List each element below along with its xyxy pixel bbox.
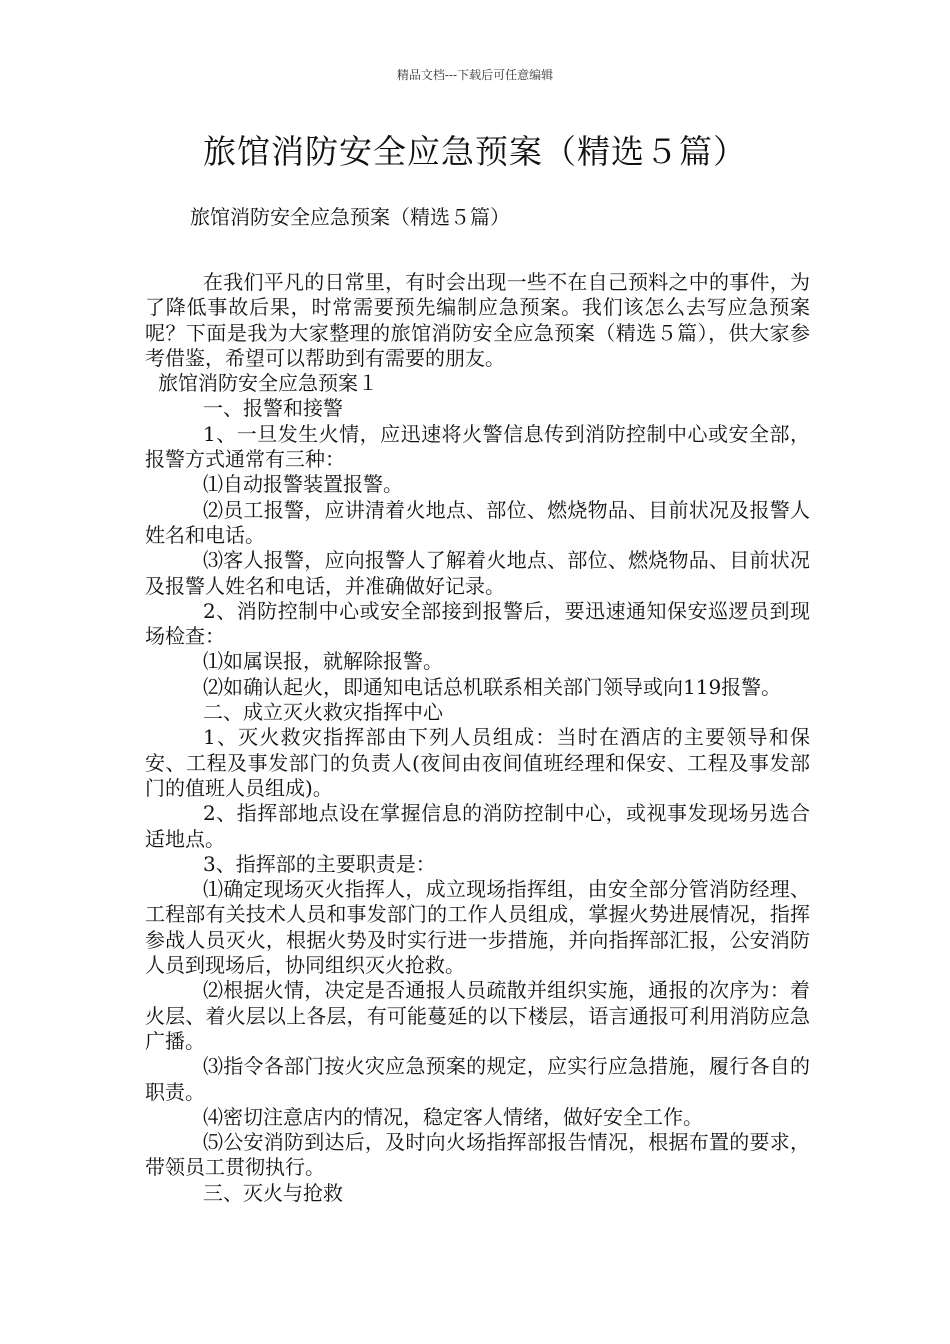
paragraph: ⑶客人报警，应向报警人了解着火地点、部位、燃烧物品、目前状况及报警人姓名和电话，并准确做好记录。 <box>145 548 810 598</box>
document-title: 旅馆消防安全应急预案（精选５篇） <box>203 132 747 171</box>
paragraph: ⑸公安消防到达后，及时向火场指挥部报告情况，根据布置的要求，带领员工贯彻执行。 <box>145 1130 810 1180</box>
paragraph: ⑴确定现场灭火指挥人，成立现场指挥组，由安全部分管消防经理、工程部有关技术人员和事发部门的工作人员组成，掌握火势进展情况，指挥参战人员灭火，根据火势及时实行进一步措施，并向指挥部汇报，公安消防人员到现场后，协同组织灭火抢救。 <box>145 877 810 978</box>
paragraph: ⑶指令各部门按火灾应急预案的规定，应实行应急措施，履行各自的职责。 <box>145 1054 810 1104</box>
intro-paragraph: 在我们平凡的日常里，有时会出现一些不在自己预料之中的事件，为了降低事故后果，时常需要预先编制应急预案。我们该怎么去写应急预案呢？下面是我为大家整理的旅馆消防安全应急预案（精选５篇），供大家参考借鉴，希望可以帮助到有需要的朋友。 <box>145 270 810 370</box>
paragraph: ⑴如属误报，就解除报警。 <box>203 649 443 674</box>
heading: 二、成立灭火救灾指挥中心 <box>203 700 443 725</box>
paragraph: ⑵根据火情，决定是否通报人员疏散并组织实施，通报的次序为：着火层、着火层以上各层，有可能蔓延的以下楼层，语言通报可利用消防应急广播。 <box>145 978 810 1053</box>
paragraph: 1、灭火救灾指挥部由下列人员组成：当时在酒店的主要领导和保安、工程及事发部门的负责人(夜间由夜间值班经理和保安、工程及事发部门的值班人员组成)。 <box>145 725 810 800</box>
page-header-note: 精品文档---下载后可任意编辑 <box>396 68 554 82</box>
paragraph: ⑵员工报警，应讲清着火地点、部位、燃烧物品、目前状况及报警人姓名和电话。 <box>145 497 810 547</box>
document-body <box>145 270 810 1206</box>
paragraph: 1、一旦发生火情，应迅速将火警信息传到消防控制中心或安全部，报警方式通常有三种： <box>145 421 810 472</box>
paragraph: 3、指挥部的主要职责是： <box>203 851 436 876</box>
paragraph: 2、消防控制中心或安全部接到报警后，要迅速通知保安巡逻员到现场检查： <box>145 598 810 649</box>
paragraph: 2、指挥部地点设在掌握信息的消防控制中心，或视事发现场另选合适地点。 <box>145 801 810 851</box>
heading: 一、报警和接警 <box>203 396 343 421</box>
document-subtitle: 旅馆消防安全应急预案（精选５篇） <box>190 205 510 229</box>
paragraph: ⑴自动报警装置报警。 <box>203 472 403 497</box>
paragraph: ⑷密切注意店内的情况，稳定客人情绪，做好安全工作。 <box>203 1104 703 1129</box>
paragraph: ⑵如确认起火，即通知电话总机联系相关部门领导或向119报警。 <box>203 674 782 699</box>
section-title: 旅馆消防安全应急预案１ <box>158 371 378 396</box>
heading: 三、灭火与抢救 <box>203 1180 343 1205</box>
